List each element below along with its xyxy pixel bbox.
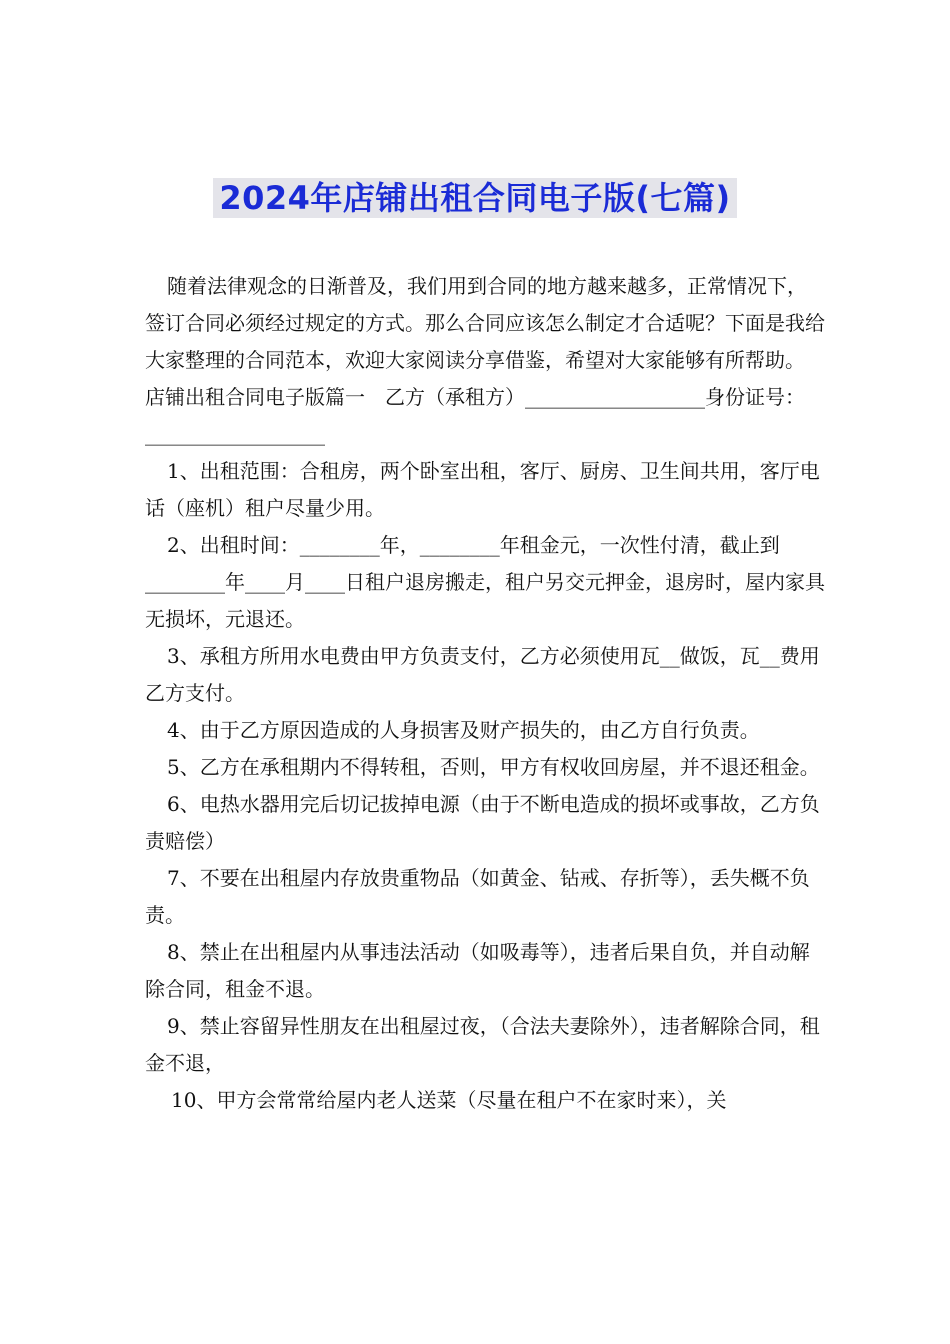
clause-4: 4、由于乙方原因造成的人身损害及财产损失的，由乙方自行负责。 — [167, 718, 760, 742]
clause-8: 8、禁止在出租屋内从事违法活动（如吸毒等），违者后果自负，并自动解除合同，租金不退。 — [145, 940, 810, 1001]
clause-9: 9、禁止容留异性朋友在出租屋过夜，（合法夫妻除外），违者解除合同，租金不退， — [145, 1014, 820, 1075]
section-heading: 店铺出租合同电子版篇一 乙方（承租方）__________________身份证号：__________________ — [145, 385, 805, 446]
clause-3: 3、承租方所用水电费由甲方负责支付，乙方必须使用瓦__做饭，瓦__费用乙方支付。 — [145, 644, 820, 705]
document-body — [145, 268, 825, 1119]
clause-5: 5、乙方在承租期内不得转租，否则，甲方有权收回房屋，并不退还租金。 — [167, 755, 820, 779]
clause-6: 6、电热水器用完后切记拔掉电源（由于不断电造成的损坏或事故，乙方负责赔偿） — [145, 792, 820, 853]
intro-paragraph: 随着法律观念的日渐普及，我们用到合同的地方越来越多，正常情况下，签订合同必须经过规定的方式。那么合同应该怎么制定才合适呢？下面是我给大家整理的合同范本，欢迎大家阅读分享借鉴，希望对大家能够有所帮助。 — [145, 274, 825, 372]
document-title: 2024年店铺出租合同电子版(七篇) — [213, 178, 736, 218]
title-container — [0, 178, 950, 218]
clause-2: 2、出租时间：________年，________年租金元，一次性付清，截止到________年____月____日租户退房搬走，租户另交元押金，退房时，屋内家具无损坏，元退还。 — [145, 533, 825, 631]
clause-1: 1、出租范围：合租房，两个卧室出租，客厅、厨房、卫生间共用，客厅电话（座机）租户尽量少用。 — [145, 459, 820, 520]
clause-10: 10、甲方会常常给屋内老人送菜（尽量在租户不在家时来），关 — [171, 1088, 727, 1112]
clause-7: 7、不要在出租屋内存放贵重物品（如黄金、钻戒、存折等），丢失概不负责。 — [145, 866, 810, 927]
